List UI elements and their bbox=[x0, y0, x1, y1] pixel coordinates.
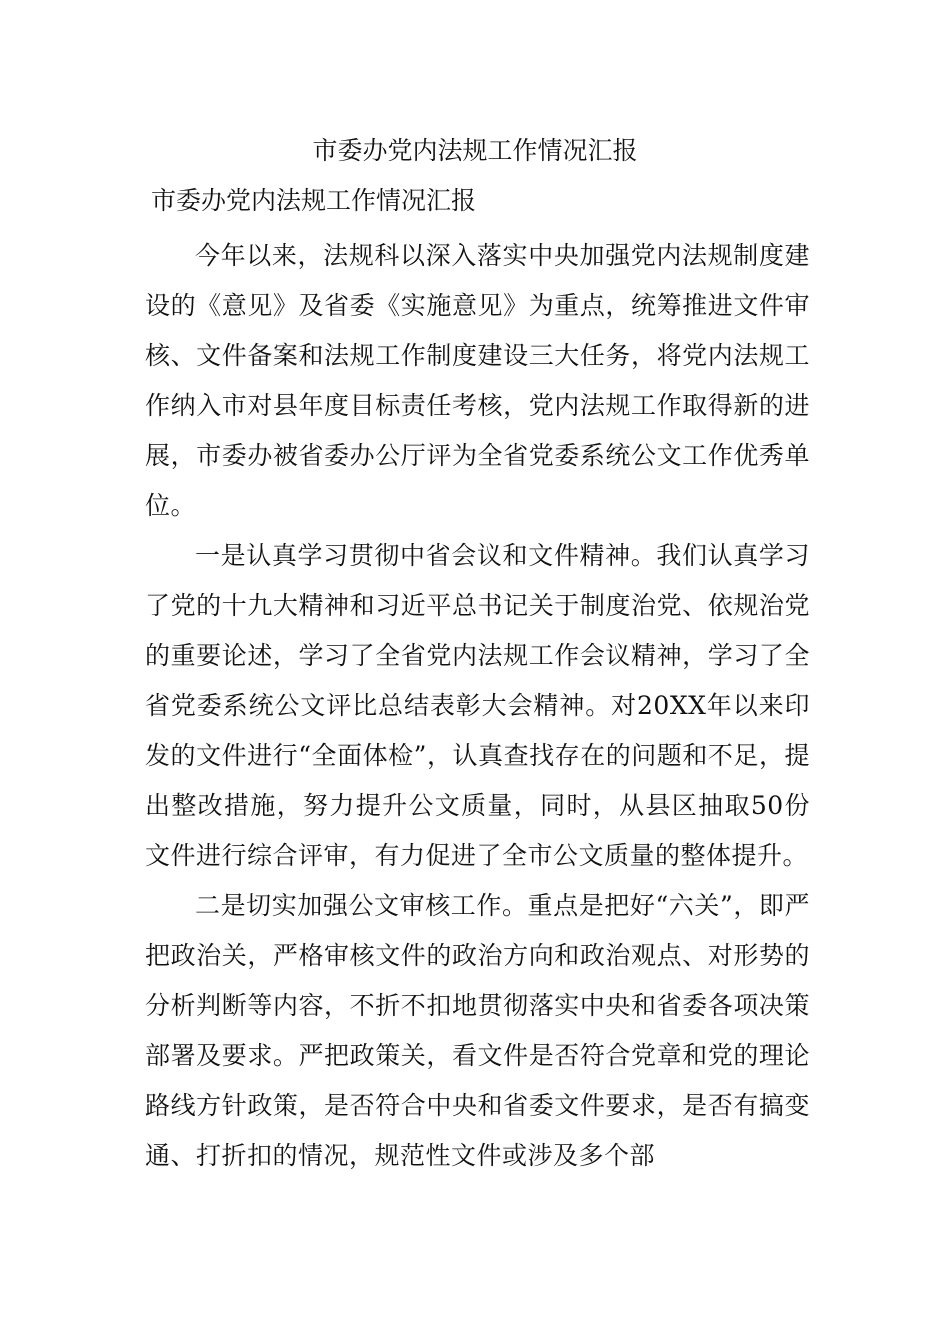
paragraph-point-two: 二是切实加强公文审核工作。重点是把好“六关”，即严把政治关，严格审核文件的政治方向和政治观点、对形势的分析判断等内容，不折不扣地贯彻落实中央和省委各项决策部署及要求。严把政策关，看文件是否符合党章和党的理论路线方针政策，是否符合中央和省委文件要求，是否有搞变通、打折扣的情况，规范性文件或涉及多个部 bbox=[145, 891, 810, 1170]
document-body bbox=[145, 231, 810, 1181]
paragraph-point-one: 一是认真学习贯彻中省会议和文件精神。我们认真学习了党的十九大精神和习近平总书记关于制度治党、依规治党的重要论述，学习了全省党内法规工作会议精神，学习了全省党委系统公文评比总结表彰大会精神。对20XX年以来印发的文件进行“全面体检”，认真查找存在的问题和不足，提出整改措施，努力提升公文质量，同时，从县区抽取50份文件进行综合评审，有力促进了全市公文质量的整体提升。 bbox=[145, 541, 810, 870]
document-subtitle: 市委办党内法规工作情况汇报 bbox=[151, 186, 477, 215]
paragraph-intro: 今年以来，法规科以深入落实中央加强党内法规制度建设的《意见》及省委《实施意见》为重点，统筹推进文件审核、文件备案和法规工作制度建设三大任务，将党内法规工作纳入市对县年度目标责任考核，党内法规工作取得新的进展，市委办被省委办公厅评为全省党委系统公文工作优秀单位。 bbox=[145, 241, 810, 520]
document-title: 市委办党内法规工作情况汇报 bbox=[312, 136, 638, 165]
